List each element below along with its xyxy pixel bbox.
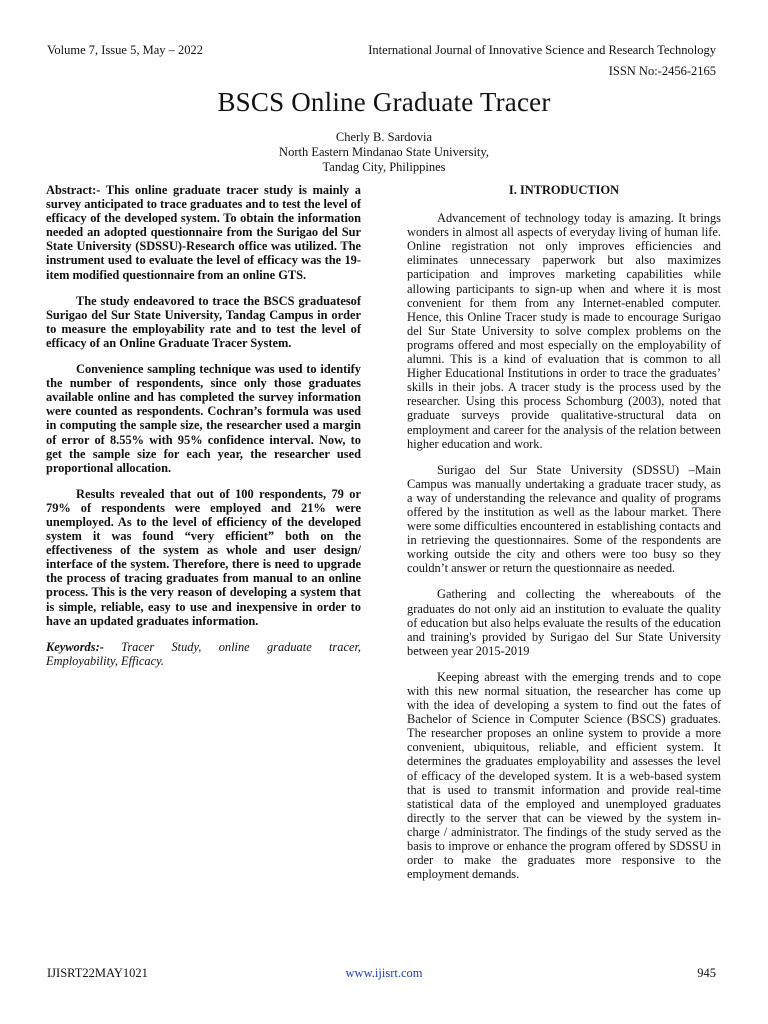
journal-name: International Journal of Innovative Science and Research Technology xyxy=(368,43,716,57)
issn-number: ISSN No:-2456-2165 xyxy=(608,64,716,78)
paper-code: IJISRT22MAY1021 xyxy=(47,966,148,980)
intro-paragraph-3: Gathering and collecting the whereabouts of the graduates do not only aid an institution to evaluate the quality of education but also helps evaluate the results of the education and training's provided by Surigao del Sur State University between year 2015-2019 xyxy=(407,587,721,658)
introduction-column xyxy=(407,183,721,893)
author-location: Tandag City, Philippines xyxy=(322,160,446,174)
author-block xyxy=(0,130,768,175)
intro-paragraph-1: Advancement of technology today is amazing. It brings wonders in almost all aspects of everyday living of human life. Online registration not only improves efficiencies and eliminates unnecessary paperwork but also maximizes participation and improves marketing capabilities while allowing participants to sign-up when and where it is most convenient for them from any Internet-enabled computer. Hence, this Online Tracer study is made to encourage Surigao del Sur State University to solve complex problems on the programs offered and most especially on the employability of alumni. This is a kind of evaluation that is common to all Higher Educational Institutions in order to trace the graduates’ skills in their jobs. A tracer study is the process used by the researcher. Using this process Schomburg (2003), noted that graduate surveys provide qualitative-structural data on employment and career for the analysis of the relation between higher education and work. xyxy=(407,211,721,451)
abstract-paragraph-4: Results revealed that out of 100 respondents, 79 or 79% of respondents were employed and 21% were unemployed. As to the level of efficiency of the developed system it was found “very efficient” both on the effectiveness of the system as whole and user design/ interface of the system. Therefore, there is need to upgrade the process of tracing graduates from manual to an online process. This is the very reason of developing a system that is simple, reliable, easy to use and inexpensive in order to have an updated graduates information. xyxy=(46,486,361,628)
journal-url-link[interactable]: www.ijisrt.com xyxy=(345,966,423,980)
abstract-paragraph-1: Abstract:- This online graduate tracer study is mainly a survey anticipated to trace graduates and to test the level of efficacy of the developed system. To obtain the information needed an adopted questionnaire from the Surigao del Sur State University (SDSSU)-Research office was utilized. The instrument used to evaluate the level of efficacy was the 19-item modified questionnaire from an online GTS. xyxy=(46,183,361,282)
keywords-text: Tracer Study, online graduate tracer, Employability, Efficacy. xyxy=(46,639,361,668)
intro-paragraph-4: Keeping abreast with the emerging trends and to cope with this new normal situation, the researcher has come up with the idea of developing a system to find out the fates of Bachelor of Science in Computer Science (BSCS) graduates. The researcher proposes an online system to provide a more convenient, ubiquitous, reliable, and efficient system. It determines the graduates employability and assesses the level of efficacy of the developed system. It is a web-based system that is used to transmit information and provide real-time statistical data of the employed and unemployed graduates directly to the server that can be viewed by the system in-charge / administrator. The findings of the study served as the basis to improve or enhance the program offered by SDSSU in order to make the graduates more responsive to the employment demands. xyxy=(407,669,721,882)
author-affiliation: North Eastern Mindanao State University, xyxy=(279,145,489,159)
introduction-heading: I. INTRODUCTION xyxy=(508,183,620,197)
volume-info: Volume 7, Issue 5, May – 2022 xyxy=(47,43,204,57)
author-name: Cherly B. Sardovia xyxy=(335,130,433,144)
paper-title: BSCS Online Graduate Tracer xyxy=(217,87,551,117)
keywords-label: Keywords:- xyxy=(46,639,104,654)
abstract-paragraph-3: Convenience sampling technique was used to identify the number of respondents, since only those graduates available online and has completed the survey information were counted as respondents. Cochran’s formula was used in computing the sample size, the researcher used a margin of error of 8.55% with 95% confidence interval. Now, to get the sample size for each year, the researcher used proportional allocation. xyxy=(46,362,361,475)
abstract-paragraph-2: The study endeavored to trace the BSCS graduatesof Surigao del Sur State University, Tandag Campus in order to measure the employability rate and to test the level of efficacy of an Online Graduate Tracer System. xyxy=(46,293,361,350)
keywords xyxy=(46,640,361,668)
intro-paragraph-2: Surigao del Sur State University (SDSSU) –Main Campus was manually undertaking a graduate tracer study, as a way of understanding the relevance and quality of programs offered by the institution as well as the labour market. There were some difficulties encountered in establishing contacts and in retrieving the questionnaires. Some of the respondents are working outside the city and others were too busy so they couldn’t answer or return the questionnaire as needed. xyxy=(407,462,721,576)
abstract-column xyxy=(46,183,361,680)
page-number: 945 xyxy=(697,966,716,980)
